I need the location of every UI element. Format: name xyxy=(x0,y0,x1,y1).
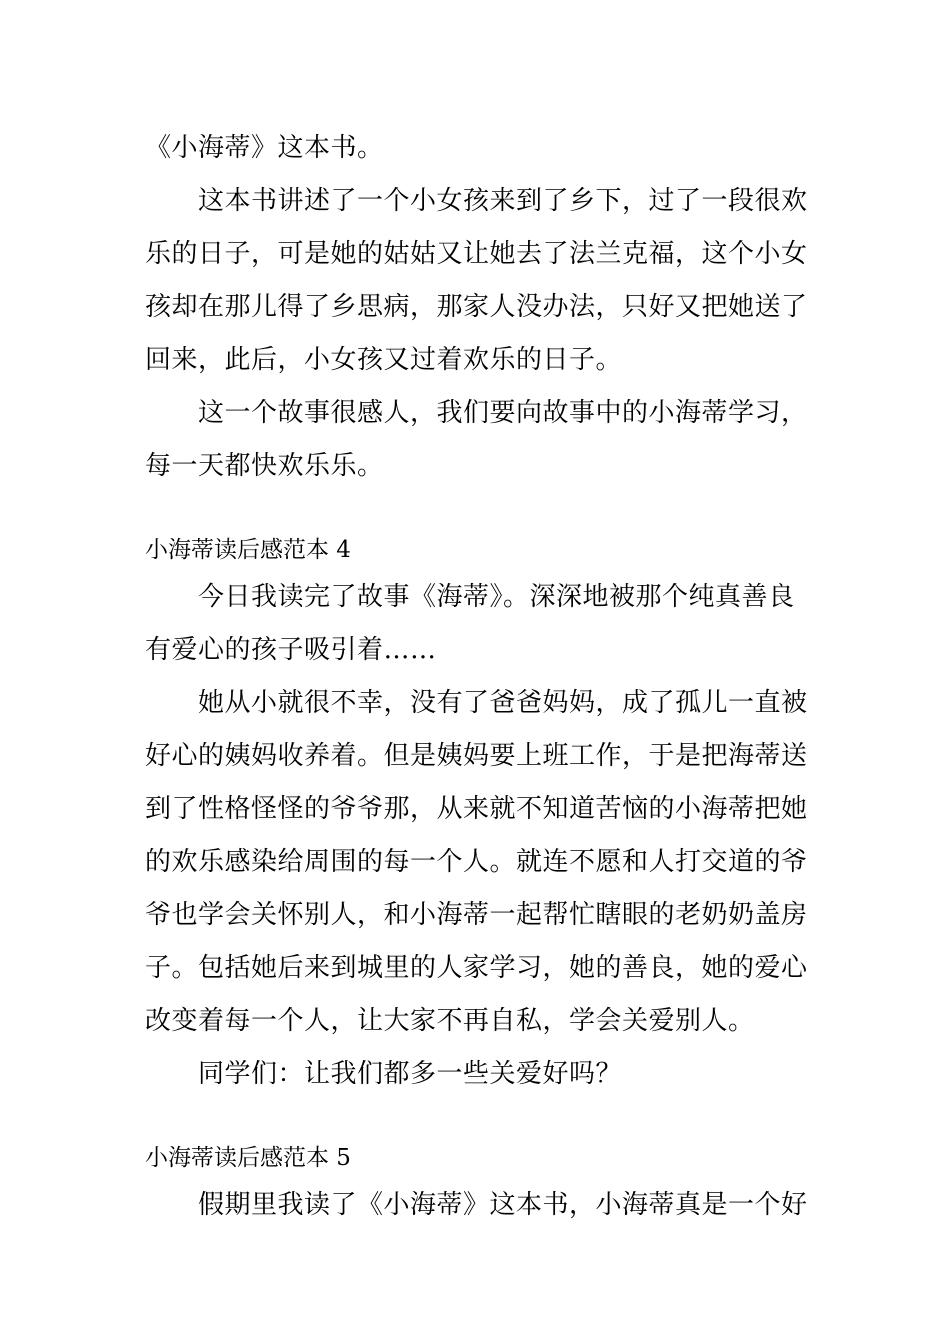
paragraph-line: 《小海蒂》这本书。 xyxy=(145,133,384,163)
paragraph-line: 每一天都快欢乐乐。 xyxy=(145,451,384,481)
paragraph-line: 爷也学会关怀别人，和小海蒂一起帮忙瞎眼的老奶奶盖房 xyxy=(145,900,808,930)
paragraph-line: 孩却在那儿得了乡思病，那家人没办法，只好又把她送了 xyxy=(145,292,808,322)
paragraph-line: 到了性格怪怪的爷爷那，从来就不知道苦恼的小海蒂把她 xyxy=(145,794,808,824)
paragraph-line: 乐的日子，可是她的姑姑又让她去了法兰克福，这个小女 xyxy=(145,239,808,269)
section-heading: 小海蒂读后感范本 5 xyxy=(145,1145,351,1171)
paragraph-line: 她从小就很不幸，没有了爸爸妈妈，成了孤儿一直被 xyxy=(198,688,808,718)
paragraph-line: 改变着每一个人，让大家不再自私，学会关爱别人。 xyxy=(145,1006,755,1036)
paragraph-line: 假期里我读了《小海蒂》这本书，小海蒂真是一个好 xyxy=(198,1190,808,1220)
paragraph-line: 今日我读完了故事《海蒂》。深深地被那个纯真善良 xyxy=(198,582,795,612)
paragraph-line: 子。包括她后来到城里的人家学习，她的善良，她的爱心 xyxy=(145,953,808,983)
paragraph-line: 好心的姨妈收养着。但是姨妈要上班工作，于是把海蒂送 xyxy=(145,741,808,771)
paragraph-line: 有爱心的孩子吸引着…… xyxy=(145,635,437,665)
paragraph-line: 回来，此后，小女孩又过着欢乐的日子。 xyxy=(145,345,623,375)
paragraph-line: 这一个故事很感人，我们要向故事中的小海蒂学习， xyxy=(198,398,808,428)
section-heading: 小海蒂读后感范本 4 xyxy=(145,537,351,563)
paragraph-line: 这本书讲述了一个小女孩来到了乡下，过了一段很欢 xyxy=(198,186,808,216)
paragraph-line: 的欢乐感染给周围的每一个人。就连不愿和人打交道的爷 xyxy=(145,847,808,877)
paragraph-line: 同学们：让我们都多一些关爱好吗？ xyxy=(198,1059,623,1089)
